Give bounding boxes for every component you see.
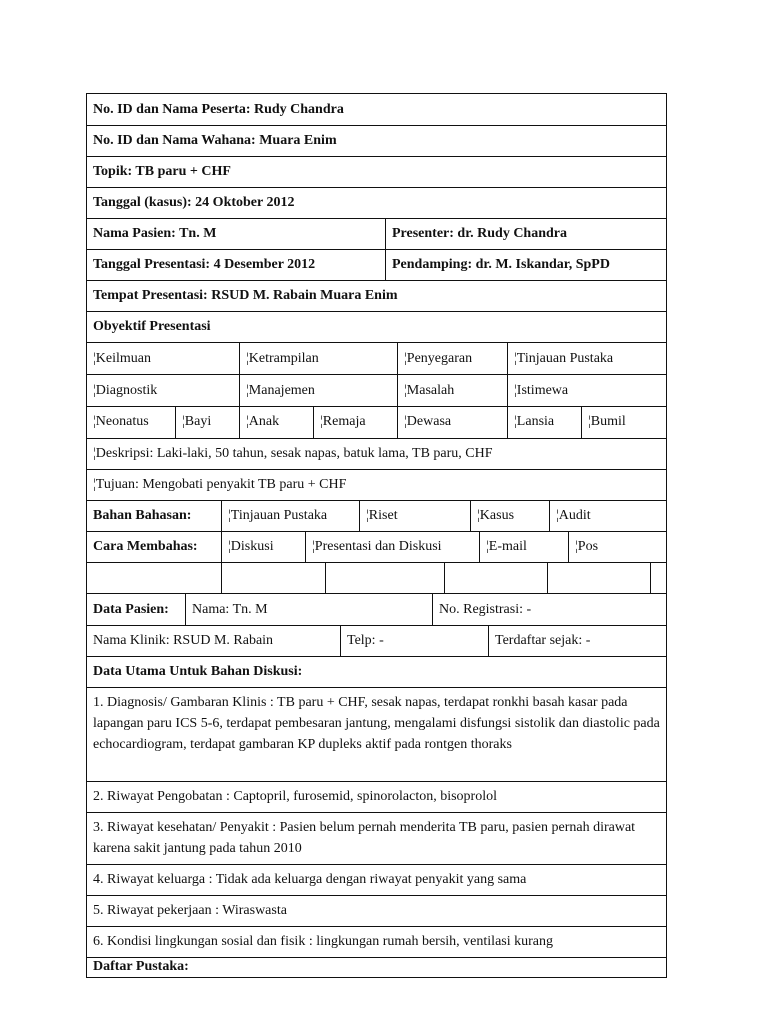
option-istimewa[interactable]: ¦Istimewa	[507, 375, 666, 406]
data-item-pekerjaan: 5. Riwayat pekerjaan : Wiraswasta	[93, 903, 287, 918]
option-keilmuan[interactable]: ¦Keilmuan	[93, 350, 152, 366]
option-masalah[interactable]: ¦Masalah	[397, 375, 507, 406]
cara-email[interactable]: ¦E-mail	[479, 532, 568, 562]
data-pasien-row	[87, 593, 666, 625]
tanggal-kasus-field: Tanggal (kasus): 24 Oktober 2012	[93, 195, 295, 210]
bahan-kasus[interactable]: ¦Kasus	[470, 501, 549, 531]
nama-klinik-field: Nama Klinik: RSUD M. Rabain	[93, 633, 274, 648]
cara-diskusi[interactable]: ¦Diskusi	[221, 532, 305, 562]
option-bayi[interactable]: ¦Bayi	[175, 407, 239, 438]
obyektif-header-row	[87, 311, 666, 342]
empty-row	[87, 562, 666, 593]
pasien-presenter-row	[87, 218, 666, 249]
obyektif-label: Obyektif Presentasi	[93, 319, 211, 334]
empty-cell	[547, 563, 650, 593]
empty-cell	[650, 563, 666, 593]
nama-pasien-data: Nama: Tn. M	[185, 594, 432, 625]
tempat-row	[87, 280, 666, 311]
pendamping-field: Pendamping: dr. M. Iskandar, SpPD	[385, 250, 666, 280]
bahan-audit[interactable]: ¦Audit	[549, 501, 666, 531]
option-tinjauan-pustaka[interactable]: ¦Tinjauan Pustaka	[507, 343, 666, 374]
cara-pos[interactable]: ¦Pos	[568, 532, 666, 562]
data-item-pengobatan: 2. Riwayat Pengobatan : Captopril, furosemid, spinorolacton, bisoprolol	[93, 789, 497, 804]
option-penyegaran[interactable]: ¦Penyegaran	[397, 343, 507, 374]
portfolio-form	[86, 93, 667, 978]
bahan-bahasan-row	[87, 500, 666, 531]
data-item-lingkungan: 6. Kondisi lingkungan sosial dan fisik : lingkungan rumah bersih, ventilasi kurang	[93, 934, 553, 949]
data-item-kesehatan: 3. Riwayat kesehatan/ Penyakit : Pasien belum pernah menderita TB paru, pasien pernah dirawat karena sakit jantung pada tahun 2010	[93, 820, 636, 856]
terdaftar-field: Terdaftar sejak: -	[488, 626, 666, 656]
bahan-bahasan-label: Bahan Bahasan:	[93, 508, 192, 523]
option-bumil[interactable]: ¦Bumil	[581, 407, 666, 438]
data-utama-label: Data Utama Untuk Bahan Diskusi:	[93, 664, 303, 679]
option-remaja[interactable]: ¦Remaja	[313, 407, 397, 438]
data-item-row	[87, 895, 666, 926]
data-item-row	[87, 926, 666, 957]
option-neonatus[interactable]: ¦Neonatus	[93, 414, 149, 429]
nama-pasien-field: Nama Pasien: Tn. M	[93, 226, 217, 241]
option-lansia[interactable]: ¦Lansia	[507, 407, 581, 438]
wahana-field: No. ID dan Nama Wahana: Muara Enim	[93, 133, 337, 148]
empty-cell	[221, 563, 325, 593]
peserta-row	[87, 94, 666, 125]
tanggal-kasus-row	[87, 187, 666, 218]
topik-field: Topik: TB paru + CHF	[93, 164, 231, 179]
data-utama-header-row	[87, 656, 666, 687]
cara-membahas-row	[87, 531, 666, 562]
tanggal-pendamping-row	[87, 249, 666, 280]
deskripsi-field: ¦Deskripsi: Laki-laki, 50 tahun, sesak napas, batuk lama, TB paru, CHF	[93, 446, 493, 461]
bahan-tinjauan-pustaka[interactable]: ¦Tinjauan Pustaka	[221, 501, 359, 531]
deskripsi-row	[87, 438, 666, 469]
presenter-field: Presenter: dr. Rudy Chandra	[385, 219, 666, 249]
tujuan-row	[87, 469, 666, 500]
option-diagnostik[interactable]: ¦Diagnostik	[93, 382, 158, 398]
obyektif-row-3	[87, 406, 666, 438]
wahana-row	[87, 125, 666, 156]
data-item-diagnosis: 1. Diagnosis/ Gambaran Klinis : TB paru + CHF, sesak napas, terdapat ronkhi basah kasar pada lapangan paru ICS 5-6, terdapat pembesaran jantung, mengalami disfungsi sistolik dan diastolic pada echocardiogram, terdapat gambaran KP dupleks aktif pada rontgen thoraks	[93, 695, 660, 752]
option-manajemen[interactable]: ¦Manajemen	[239, 375, 397, 406]
data-item-keluarga: 4. Riwayat keluarga : Tidak ada keluarga dengan riwayat penyakit yang sama	[93, 872, 527, 887]
data-item-row	[87, 864, 666, 895]
topik-row	[87, 156, 666, 187]
obyektif-row-1	[87, 342, 666, 374]
empty-cell	[87, 563, 221, 593]
daftar-pustaka-label: Daftar Pustaka:	[93, 959, 189, 974]
klinik-row	[87, 625, 666, 656]
data-pasien-label: Data Pasien:	[93, 601, 169, 617]
obyektif-row-2	[87, 374, 666, 406]
peserta-field: No. ID dan Nama Peserta: Rudy Chandra	[93, 101, 344, 117]
option-anak[interactable]: ¦Anak	[239, 407, 313, 438]
data-item-row	[87, 687, 666, 781]
bahan-riset[interactable]: ¦Riset	[359, 501, 470, 531]
cara-membahas-label: Cara Membahas:	[93, 539, 198, 554]
telp-field: Telp: -	[340, 626, 488, 656]
registrasi-field: No. Registrasi: -	[432, 594, 666, 625]
tanggal-presentasi-field: Tanggal Presentasi: 4 Desember 2012	[93, 257, 316, 272]
tempat-field: Tempat Presentasi: RSUD M. Rabain Muara Enim	[93, 288, 398, 303]
option-ketrampilan[interactable]: ¦Ketrampilan	[239, 343, 397, 374]
daftar-pustaka-row	[87, 957, 666, 977]
empty-cell	[325, 563, 444, 593]
option-dewasa[interactable]: ¦Dewasa	[397, 407, 507, 438]
data-item-row	[87, 812, 666, 864]
empty-cell	[444, 563, 547, 593]
tujuan-field: ¦Tujuan: Mengobati penyakit TB paru + CHF	[93, 477, 347, 492]
data-item-row	[87, 781, 666, 812]
cara-presentasi-diskusi[interactable]: ¦Presentasi dan Diskusi	[305, 532, 479, 562]
